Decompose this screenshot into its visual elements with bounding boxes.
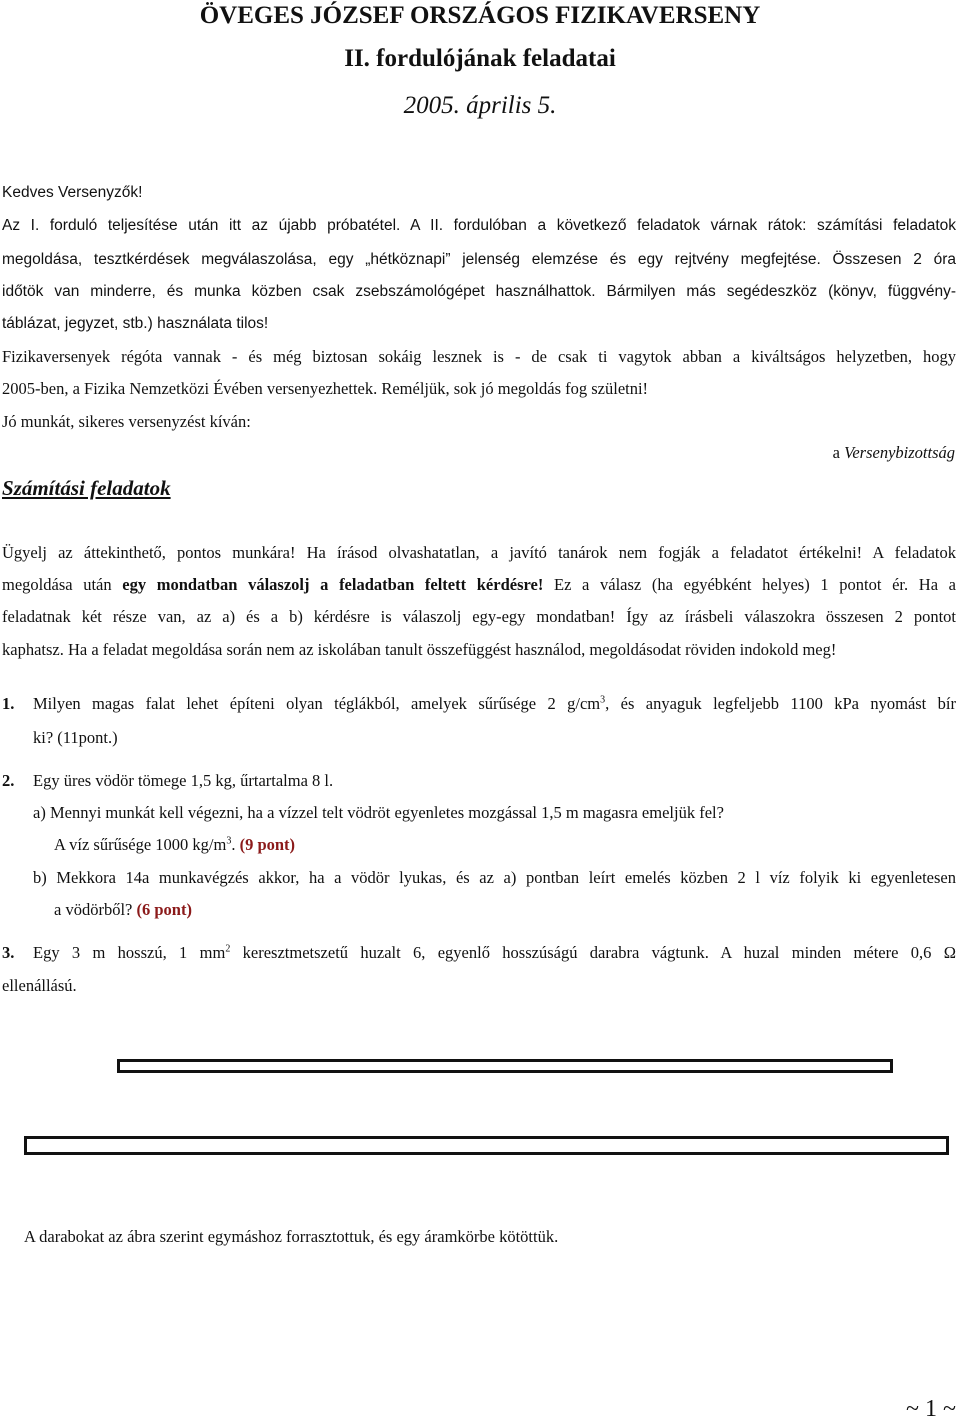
problem-2a-points: (9 pont) [239,835,296,854]
document-date: 2005. április 5. [403,92,557,119]
intro-line-6: 2005-ben, a Fizika Nemzetközi Évében versenyezhettek. Reméljük, sok jó megoldás fog születni! [2,379,649,398]
problem-1-sup: 3 [600,694,606,706]
greeting: Kedves Versenyzők! [2,184,143,201]
problem-3-line-2: ellenállású. [2,976,77,995]
problem-1-text-a: Milyen magas falat lehet építeni olyan téglákból, amelyek sűrűsége 2 g/cm [33,694,601,713]
problem-1-number: 1. [2,694,15,713]
rules-line-3: feladatnak két része van, az a) és a b) kérdésre is válaszolj egy-egy mondatban! Így az írásbeli válaszokra összesen 2 pontot [2,607,956,626]
rules-line-4: kaphatsz. Ha a feladat megoldása során nem az iskolában tanult összefüggést használod, megoldásodat röviden indokold meg! [2,640,837,659]
document-title: ÖVEGES JÓZSEF ORSZÁGOS FIZIKAVERSENY [199,2,761,29]
wire-piece-short [117,1059,893,1073]
page-number: ~ 1 ~ [906,1396,956,1422]
wire-piece-long [24,1136,949,1155]
intro-line-7: Jó munkát, sikeres versenyzést kíván: [2,412,251,431]
rules-line-1: Ügyelj az áttekinthető, pontos munkára! Ha írásod olvashatatlan, a javító tanárok nem fogják a feladatot értékelni! A feladatok [2,543,956,562]
problem-1-line-2: ki? (11pont.) [33,728,118,747]
problem-2b-text-2: a vödörből? [54,900,133,919]
intro-line-5: Fizikaversenyek régóta vannak - és még biztosan sokáig lesznek is - de csak ti vagytok abban a kiváltságos helyzetben, hogy [2,347,956,366]
problem-2-text: Egy üres vödör tömege 1,5 kg, űrtartalma 8 l. [33,771,334,790]
problem-2a-line-2 [54,835,295,855]
section-title: Számítási feladatok [2,476,171,500]
problem-2a-density: A víz sűrűsége 1000 kg/m [54,835,227,854]
rules-line-2a: megoldása után [2,575,123,594]
problem-3-line-1 [33,943,956,963]
rules-line-2-bold: egy mondatban válaszolj a feladatban feltett kérdésre! [122,575,544,594]
intro-line-3: időtök van minderre, és munka közben csak zsebszámológépet használhattok. Bármilyen más segédeszköz (könyv, függvény- [2,283,956,300]
signature [833,443,955,463]
intro-line-2: megoldása, tesztkérdések megválaszolása, egy „hétköznapi” jelenség elemzése és egy rejtvény megfejtése. Összesen 2 óra [2,251,956,268]
problem-2-number: 2. [2,771,15,790]
intro-line-1: Az I. forduló teljesítése után itt az újabb próbatétel. A II. fordulóban a következő feladatok várnak rátok: számítási feladatok [2,217,956,234]
document-subtitle: II. fordulójának feladatai [344,45,616,72]
problem-3-caption: A darabokat az ábra szerint egymáshoz forrasztottuk, és egy áramkörbe kötöttük. [24,1227,559,1246]
problem-2b-text: b) Mekkora 14a munkavégzés akkor, ha a vödör lyukas, és az a) pontban leírt emelés közben 2 l víz folyik ki egyenletesen [33,868,956,887]
problem-2a-period: . [231,835,236,854]
problem-3-sup: 2 [225,943,231,955]
problem-3-number: 3. [2,943,15,962]
problem-1-line-1 [33,694,956,714]
intro-line-4: táblázat, jegyzet, stb.) használata tilos! [2,315,269,332]
rules-line-2 [2,575,956,595]
problem-2b-points: (6 pont) [136,900,192,919]
problem-2a-sup: 3 [226,835,232,847]
signature-prefix: a [832,443,845,462]
problem-2a-text: a) Mennyi munkát kell végezni, ha a vízzel telt vödröt egyenletes mozgással 1,5 m magasra emeljük fel? [33,803,724,822]
problem-3-text-a: Egy 3 m hosszú, 1 mm [33,943,226,962]
problem-3-text-b: keresztmetszetű huzalt 6, egyenlő hosszúságú darabra vágtunk. A huzal minden métere 0,6 Ω [230,943,957,962]
problem-2b-line-2 [54,900,192,920]
rules-line-2c: Ez a válasz (ha egyébként helyes) 1 pontot ér. Ha a [543,575,956,594]
problem-1-text-b: , és anyaguk legfeljebb 1100 kPa nyomást bír [605,694,956,713]
signature-name: Versenybizottság [844,443,955,462]
